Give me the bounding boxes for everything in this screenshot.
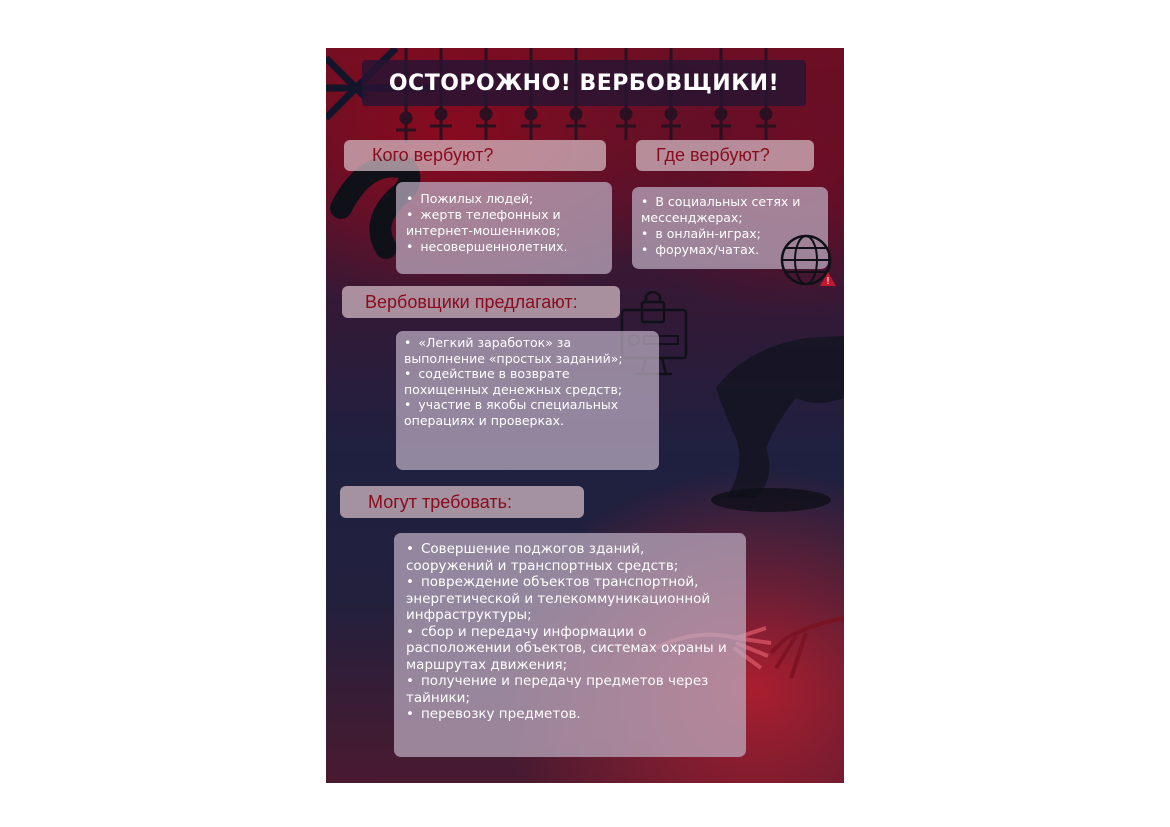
hand-silhouette-icon bbox=[706, 328, 844, 518]
where-heading-pill bbox=[636, 140, 814, 171]
list-item: • несовершеннолетних. bbox=[406, 239, 602, 255]
demand-heading: Могут требовать: bbox=[368, 491, 512, 512]
list-item: • содействие в возврате похищенных денежных средств; bbox=[404, 366, 651, 397]
where-heading: Где вербуют? bbox=[656, 145, 770, 165]
who-heading-pill bbox=[344, 140, 606, 171]
offer-heading: Вербовщики предлагают: bbox=[365, 291, 578, 312]
page-title: ОСТОРОЖНО! ВЕРБОВЩИКИ! bbox=[388, 70, 780, 96]
svg-text:!: ! bbox=[825, 276, 831, 287]
list-item: • В социальных сетях и мессенджерах; bbox=[641, 194, 819, 226]
poster bbox=[326, 48, 844, 783]
offer-box bbox=[396, 331, 659, 470]
offer-list bbox=[404, 335, 651, 428]
list-item: • Совершение поджогов зданий, сооружений и транспортных средств; bbox=[406, 541, 734, 574]
list-item: • «Легкий заработок» за выполнение «простых заданий»; bbox=[404, 335, 651, 366]
demand-list bbox=[406, 541, 734, 723]
who-list bbox=[406, 191, 602, 255]
list-item: • получение и передачу предметов через тайники; bbox=[406, 673, 734, 706]
list-item: • в онлайн-играх; bbox=[641, 226, 819, 242]
globe-warning-icon bbox=[780, 234, 836, 290]
list-item: • повреждение объектов транспортной, энергетической и телекоммуникационной инфраструктуры; bbox=[406, 574, 734, 624]
who-heading: Кого вербуют? bbox=[372, 145, 494, 165]
list-item: • Пожилых людей; bbox=[406, 191, 602, 207]
list-item: • жертв телефонных и интернет-мошенников; bbox=[406, 207, 602, 239]
list-item: • участие в якобы специальных операциях и проверках. bbox=[404, 397, 651, 428]
list-item: • сбор и передачу информации о расположении объектов, системах охраны и маршрутах движения; bbox=[406, 624, 734, 674]
who-box bbox=[396, 182, 612, 274]
demand-box bbox=[394, 533, 746, 757]
title-banner bbox=[362, 60, 806, 106]
list-item: • форумах/чатах. bbox=[641, 242, 819, 258]
offer-heading-pill bbox=[342, 286, 620, 318]
demand-heading-pill bbox=[340, 486, 584, 518]
list-item: • перевозку предметов. bbox=[406, 706, 734, 723]
